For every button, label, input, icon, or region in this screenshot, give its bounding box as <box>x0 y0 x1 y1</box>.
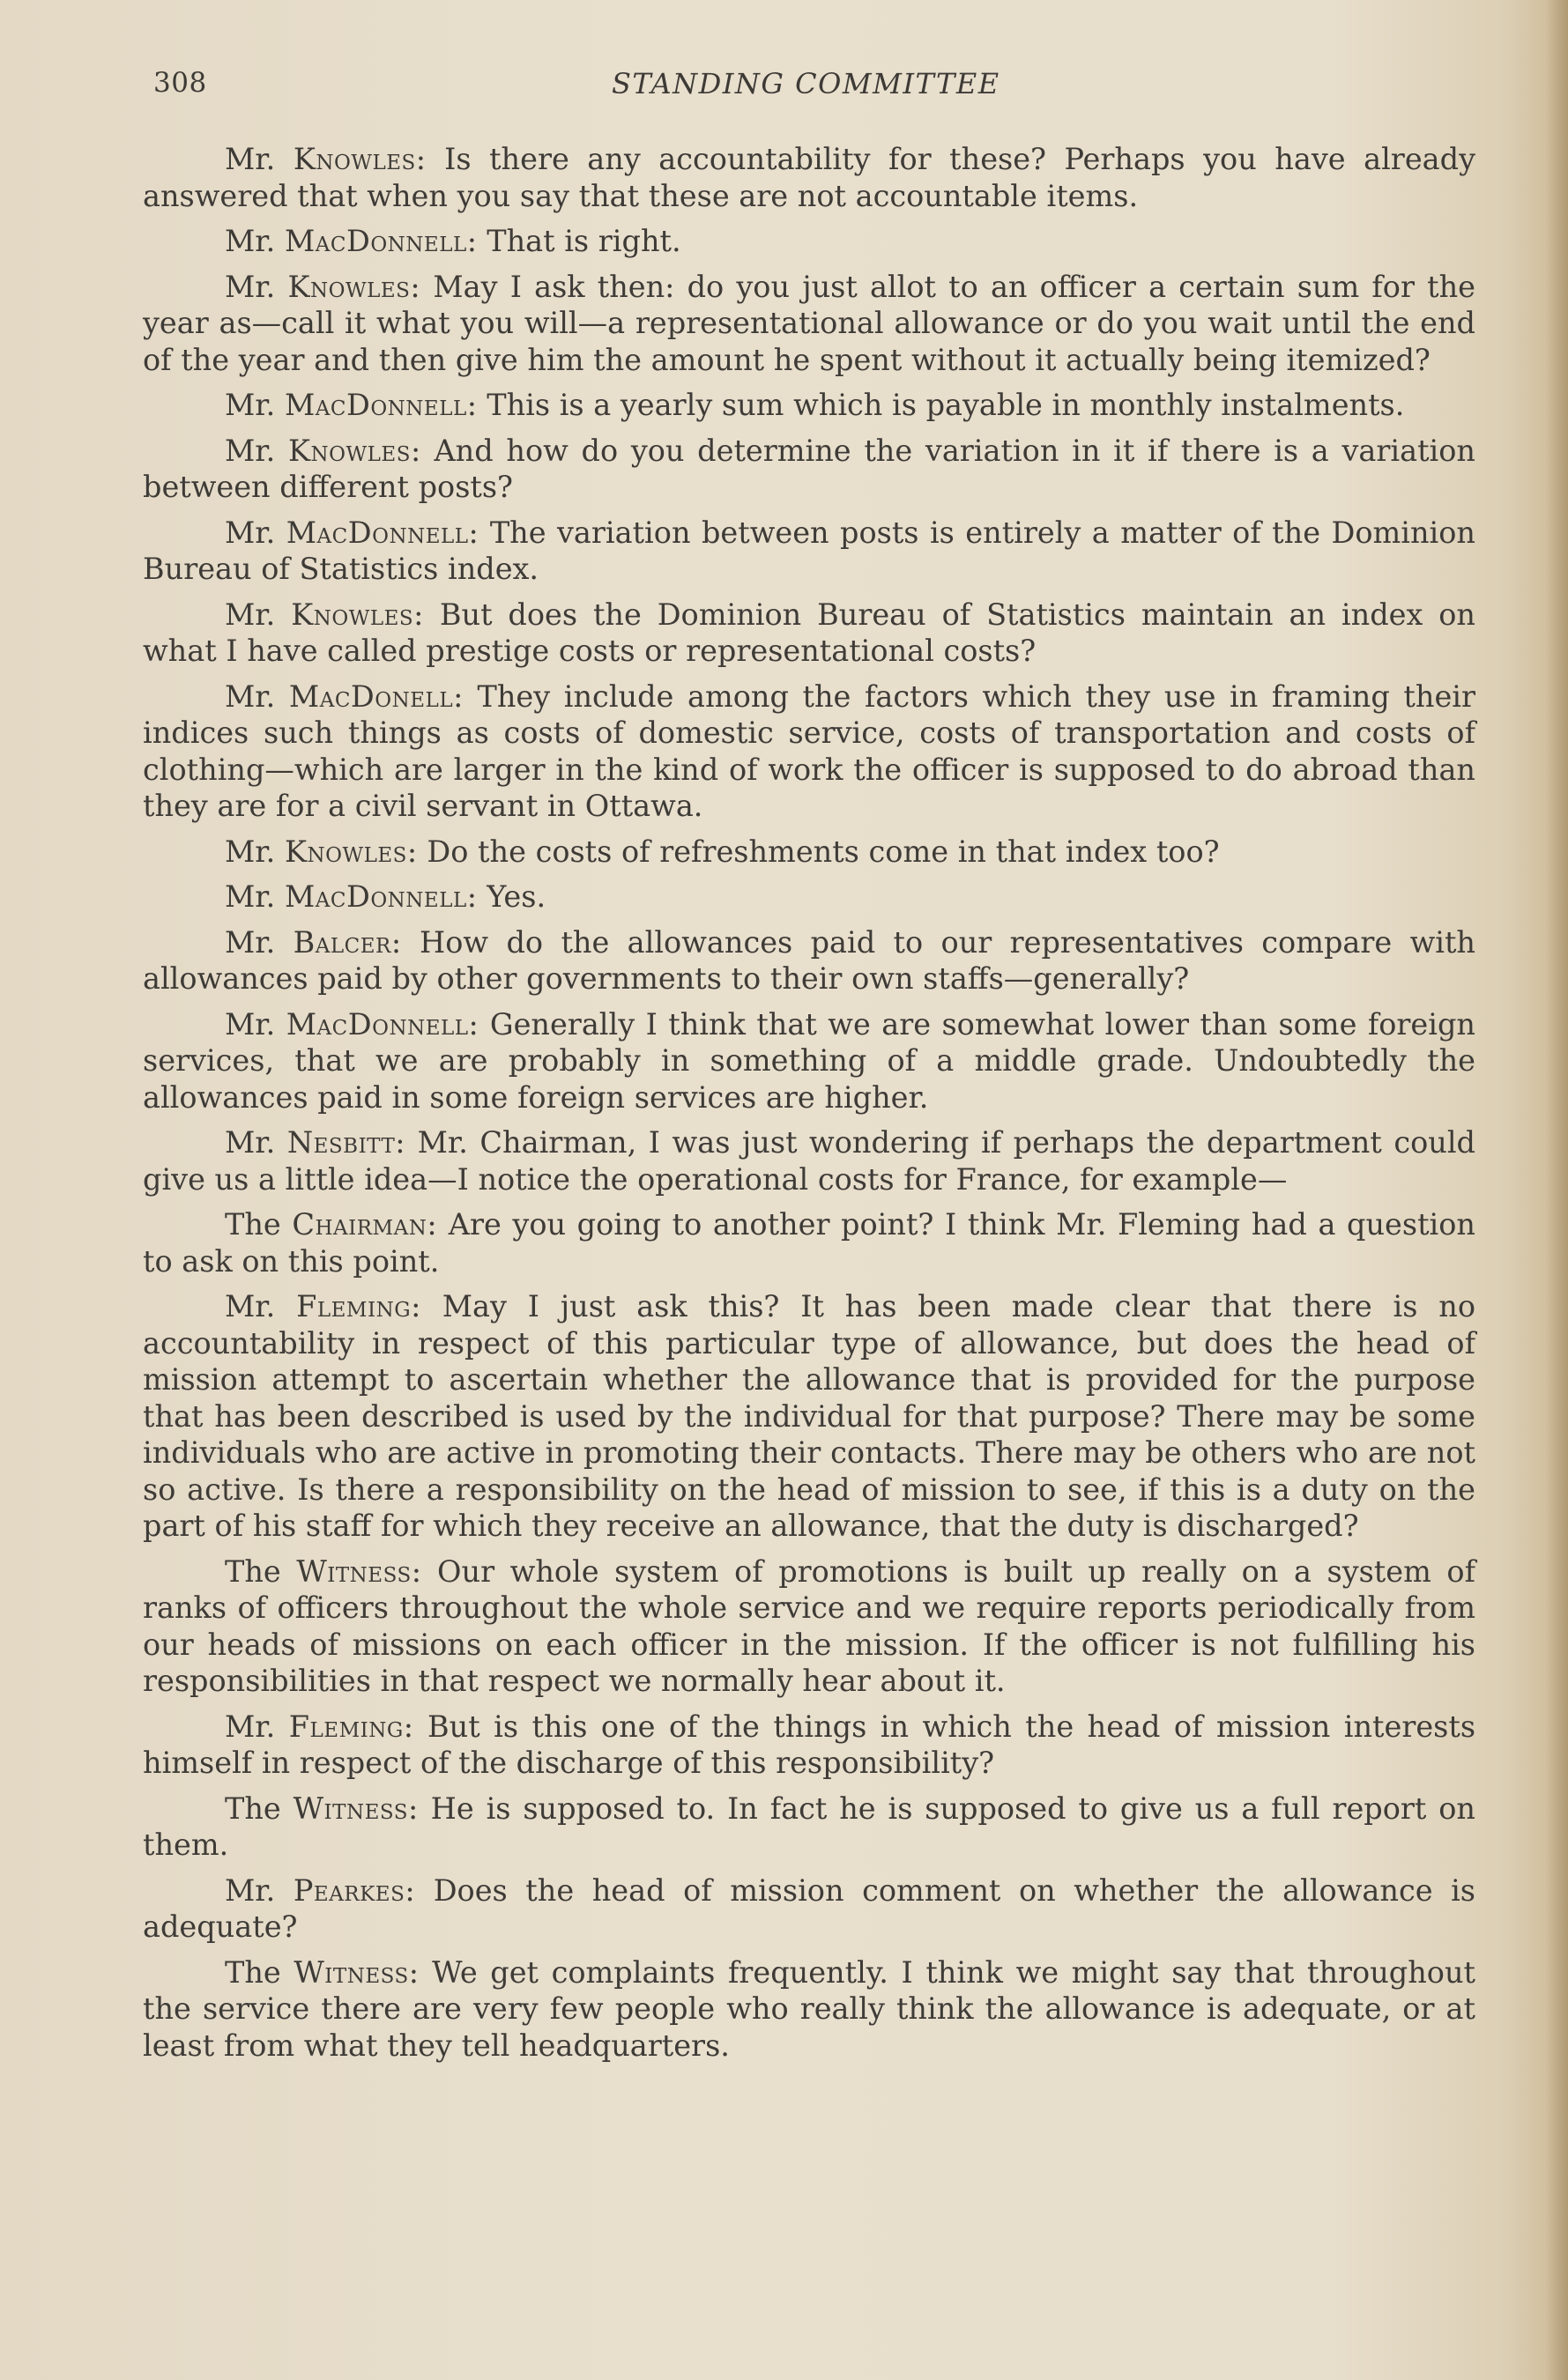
paragraph <box>143 1124 1475 1197</box>
paragraph <box>143 678 1475 825</box>
paragraph-text: But is this one of the things in which the head of mission interests himself in respect of the discharge of this responsibility? <box>143 1709 1476 1780</box>
paragraph <box>143 879 1475 916</box>
speaker-name: MacDonnell: <box>284 879 478 914</box>
paragraph-text: Does the head of mission comment on whether the allowance is adequate? <box>143 1872 1475 1944</box>
speaker-prefix: Mr. <box>225 433 276 468</box>
paragraph-text: Mr. Chairman, I was just wondering if perhaps the department could give us a little idea—I notice the operational costs for France, for example— <box>143 1125 1475 1197</box>
speaker-name: MacDonnell: <box>286 1006 479 1042</box>
paragraph-text: And how do you determine the variation in it if there is a variation between different posts? <box>143 433 1475 504</box>
speaker-prefix: Mr. <box>225 678 276 714</box>
paragraph-text: We get complaints frequently. I think we might say that throughout the service there are very few people who really think the allowance is adequate, or at least from what they tell headquarters. <box>143 1954 1476 2063</box>
speaker-name: Balcer: <box>293 924 402 960</box>
speaker-name: MacDonnell: <box>284 224 478 258</box>
paragraph <box>143 1553 1475 1700</box>
paragraph-text: Yes. <box>487 879 546 914</box>
paragraph <box>143 1288 1475 1545</box>
paragraph-text: They include among the factors which they use in framing their indices such things as costs of domestic service, costs of transportation and costs of clothing—which are larger in the kind of work the officer is supposed to do abroad than they are for a civil servant in Ottawa. <box>143 678 1475 823</box>
paragraph-text: Are you going to another point? I think Mr. Fleming had a question to ask on this point. <box>143 1207 1475 1279</box>
speaker-name: Pearkes: <box>293 1872 416 1908</box>
speaker-name: Chairman: <box>292 1207 438 1242</box>
paragraph <box>143 1791 1475 1864</box>
speaker-name: Knowles: <box>284 834 418 869</box>
paragraph-text: Our whole system of promotions is built up really on a system of ranks of officers throughout the whole service and we require reports periodically from our heads of missions on each officer in the mission. If the officer is not fulfilling his responsibilities in that respect we normally hear about it. <box>143 1553 1475 1698</box>
speaker-name: Witness: <box>293 1791 419 1826</box>
paragraph <box>143 1006 1475 1116</box>
speaker-prefix: Mr. <box>225 597 276 632</box>
paragraph-text: How do the allowances paid to our representatives compare with allowances paid by other governments to their own staffs—generally? <box>143 924 1476 996</box>
speaker-prefix: Mr. <box>225 1006 276 1042</box>
speaker-name: Knowles: <box>287 269 421 304</box>
paragraph-text: May I just ask this? It has been made clear that there is no accountability in respect of this particular type of allowance, but does the head of mission attempt to ascertain whether the allowance that is provided for the purpose that has been described is used by the individual for that purpose? There may be some individuals who are active in promoting their contacts. There may be others who are not so active. Is there a responsibility on the head of mission to see, if this is a duty on the part of his staff for which they receive an allowance, that the duty is discharged? <box>143 1289 1475 1543</box>
speaker-name: MacDonnell: <box>284 388 478 422</box>
paragraph-text: May I ask then: do you just allot to an officer a certain sum for the year as—call it what you will—a representational allowance or do you wait until the end of the year and then give him the amount he spent without it actually being itemized? <box>143 269 1475 377</box>
paragraph <box>143 1709 1475 1782</box>
paragraph <box>143 141 1475 214</box>
speaker-prefix: Mr. <box>225 142 276 176</box>
speaker-prefix: The <box>225 1207 281 1242</box>
paragraph-text: Do the costs of refreshments come in that index too? <box>427 834 1220 869</box>
speaker-prefix: Mr. <box>225 515 276 550</box>
paragraph-text: But does the Dominion Bureau of Statistics maintain an index on what I have called prestige costs or representational costs? <box>143 597 1476 668</box>
paragraph <box>143 269 1475 379</box>
speaker-prefix: The <box>225 1553 281 1589</box>
paragraph <box>143 1872 1475 1946</box>
paragraph-text: Generally I think that we are somewhat lower than some foreign services, that we are probably in something of a middle grade. Undoubtedly the allowances paid in some foreign services are higher. <box>143 1006 1475 1115</box>
speaker-name: Fleming: <box>288 1709 414 1744</box>
speaker-prefix: Mr. <box>225 1709 276 1744</box>
paragraph <box>143 834 1475 871</box>
speaker-prefix: Mr. <box>225 834 276 869</box>
speaker-name: Witness: <box>294 1954 420 1990</box>
speaker-prefix: Mr. <box>225 1289 276 1323</box>
paragraph-text: He is supposed to. In fact he is supposed to give us a full report on them. <box>143 1791 1475 1862</box>
speaker-name: MacDonnell: <box>286 515 479 550</box>
speaker-name: Knowles: <box>291 597 424 632</box>
speaker-prefix: Mr. <box>225 388 276 422</box>
speaker-prefix: Mr. <box>225 924 276 960</box>
paragraph <box>143 223 1475 260</box>
speaker-prefix: Mr. <box>225 879 276 914</box>
paragraph <box>143 1206 1475 1279</box>
speaker-prefix: Mr. <box>225 224 276 258</box>
speaker-name: Witness: <box>296 1553 422 1589</box>
page-edge-shadow <box>1545 0 1568 2380</box>
speaker-name: Knowles: <box>288 433 421 468</box>
paragraph-text: That is right. <box>487 224 681 258</box>
paragraph-text: The variation between posts is entirely a matter of the Dominion Bureau of Statistics index. <box>143 515 1476 586</box>
speaker-prefix: Mr. <box>225 1872 276 1908</box>
page-number: 308 <box>153 67 207 99</box>
speaker-name: Fleming: <box>296 1289 421 1323</box>
page-header <box>153 67 1475 111</box>
speaker-name: Knowles: <box>293 142 427 176</box>
speaker-prefix: Mr. <box>225 269 276 304</box>
paragraph <box>143 924 1475 997</box>
speaker-prefix: Mr. <box>225 1125 276 1160</box>
paragraph <box>143 597 1475 670</box>
running-head: STANDING COMMITTEE <box>612 67 1000 100</box>
speaker-prefix: The <box>225 1954 281 1990</box>
speaker-name: MacDonell: <box>288 678 464 714</box>
paragraph <box>143 433 1475 506</box>
transcript-body <box>143 141 1475 2072</box>
paragraph <box>143 515 1475 588</box>
paragraph-text: Is there any accountability for these? Perhaps you have already answered that when you say that these are not accountable items. <box>143 142 1475 213</box>
paragraph-text: This is a yearly sum which is payable in monthly instalments. <box>487 388 1405 422</box>
speaker-name: Nesbitt: <box>286 1125 406 1160</box>
paragraph <box>143 1954 1475 2065</box>
speaker-prefix: The <box>225 1791 281 1826</box>
paragraph <box>143 387 1475 424</box>
